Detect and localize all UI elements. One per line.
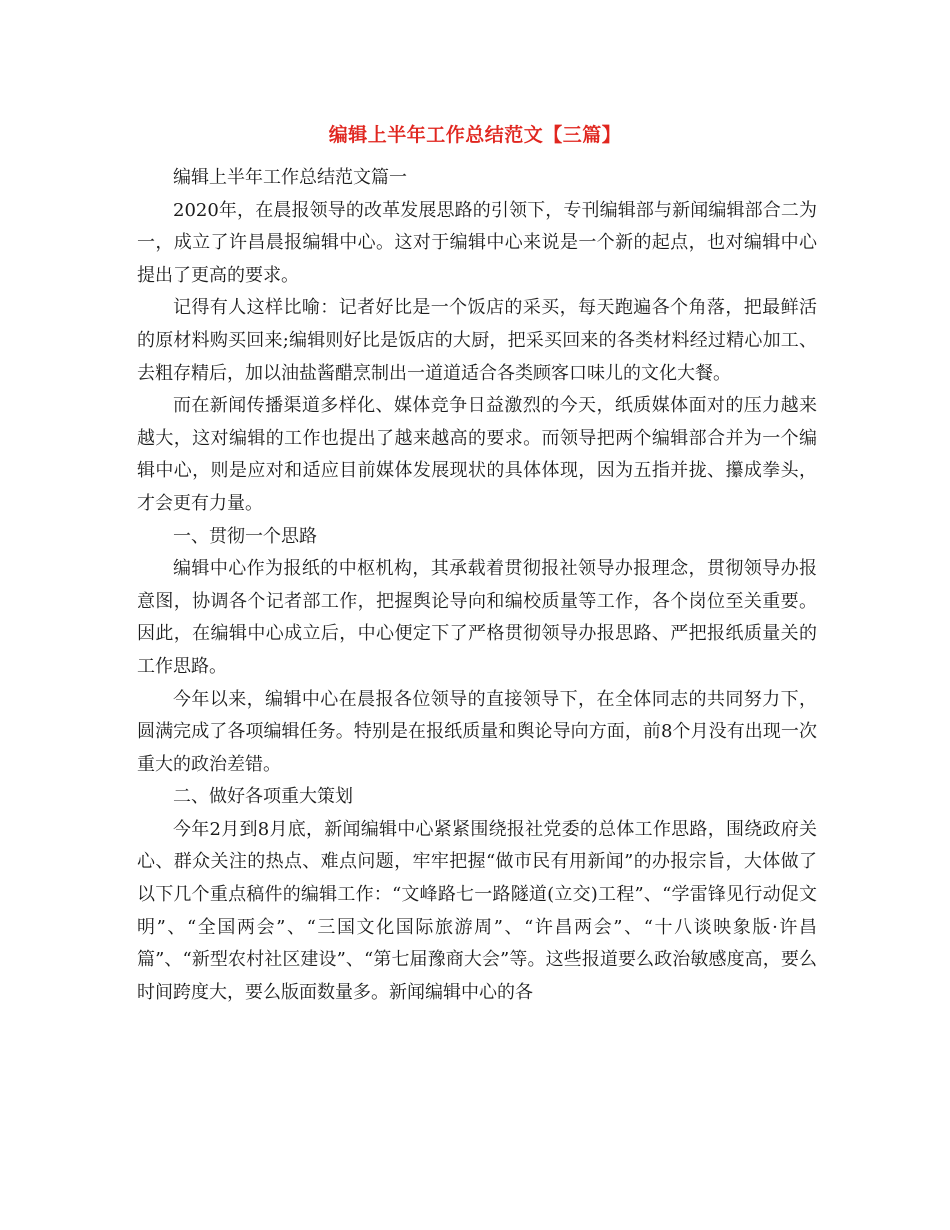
- paragraph: 今年2月到8月底，新闻编辑中心紧紧围绕报社党委的总体工作思路，围绕政府关心、群众关注的热点、难点问题，牢牢把握“做市民有用新闻”的办报宗旨，大体做了以下几个重点稿件的编辑工作：“文峰路七一路隧道(立交)工程”、“学雷锋见行动促文明”、“全国两会”、“三国文化国际旅游周”、“许昌两会”、“十八谈映象版·许昌篇”、“新型农村社区建设”、“第七届豫商大会”等。这些报道要么政治敏感度高，要么时间跨度大，要么版面数量多。新闻编辑中心的各: [137, 818, 817, 1003]
- section-heading: 编辑上半年工作总结范文篇一: [173, 167, 407, 188]
- section-heading: 一、贯彻一个思路: [173, 525, 317, 547]
- paragraph: 2020年，在晨报领导的改革发展思路的引领下，专刊编辑部与新闻编辑部合二为一，成立了许昌晨报编辑中心。这对于编辑中心来说是一个新的起点，也对编辑中心提出了更高的要求。: [137, 199, 817, 286]
- paragraph: 编辑中心作为报纸的中枢机构，其承载着贯彻报社领导办报理念，贯彻领导办报意图，协调各个记者部工作，把握舆论导向和编校质量等工作，各个岗位至关重要。因此，在编辑中心成立后，中心便定下了严格贯彻领导办报思路、严把报纸质量关的工作思路。: [137, 558, 817, 677]
- document-title: 编辑上半年工作总结范文【三篇】: [328, 124, 622, 146]
- section-heading: 二、做好各项重大策划: [173, 786, 353, 808]
- paragraph: 记得有人这样比喻：记者好比是一个饭店的采买，每天跑遍各个角落，把最鲜活的原材料购买回来;编辑则好比是饭店的大厨，把采买回来的各类材料经过精心加工、去粗存精后，加以油盐酱醋烹制出一道道适合各类顾客口味儿的文化大餐。: [137, 297, 817, 384]
- paragraph: 今年以来，编辑中心在晨报各位领导的直接领导下，在全体同志的共同努力下，圆满完成了各项编辑任务。特别是在报纸质量和舆论导向方面，前8个月没有出现一次重大的政治差错。: [137, 688, 817, 775]
- document-body: [137, 162, 817, 1009]
- paragraph: 而在新闻传播渠道多样化、媒体竞争日益激烈的今天，纸质媒体面对的压力越来越大，这对编辑的工作也提出了越来越高的要求。而领导把两个编辑部合并为一个编辑中心，则是应对和适应目前媒体发展现状的具体体现，因为五指并拢、攥成拳头，才会更有力量。: [137, 395, 817, 514]
